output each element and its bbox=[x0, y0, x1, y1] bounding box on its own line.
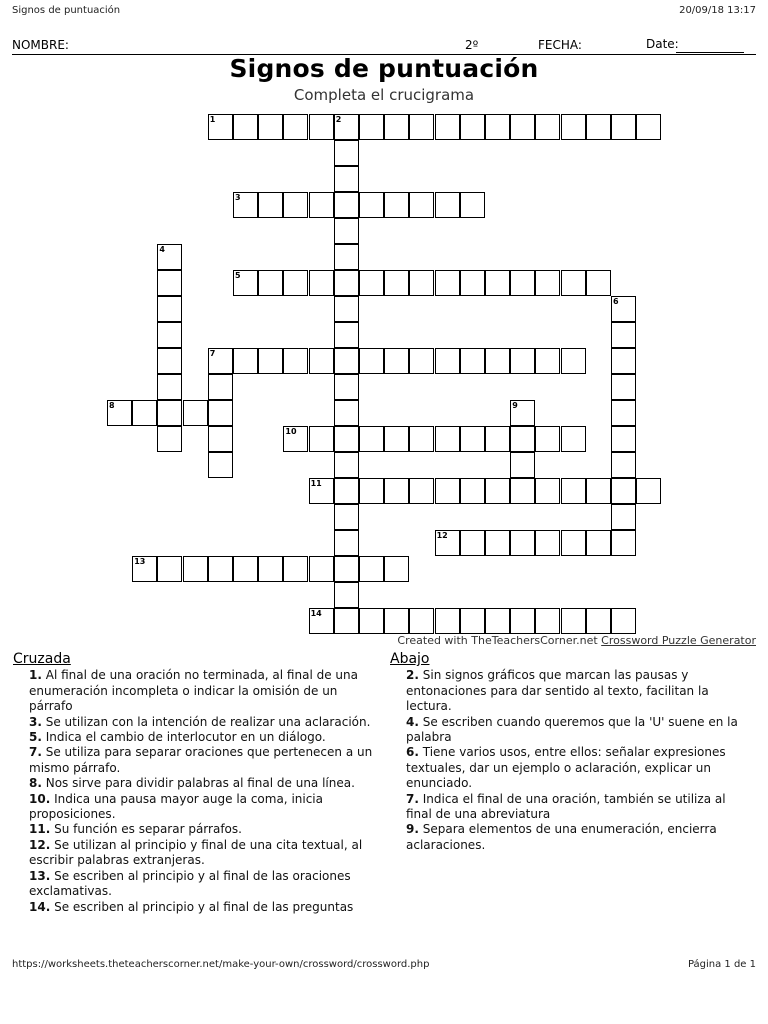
clue-number: 6. bbox=[406, 745, 419, 760]
crossword-cell[interactable] bbox=[460, 426, 485, 452]
crossword-cell[interactable] bbox=[409, 114, 434, 140]
clue-number: 8. bbox=[29, 776, 42, 791]
crossword-cell[interactable] bbox=[561, 426, 586, 452]
clue-text: Separa elementos de una enumeración, encierra aclaraciones. bbox=[406, 822, 717, 852]
crossword-cell[interactable] bbox=[183, 400, 208, 426]
clue-item bbox=[13, 715, 375, 730]
crossword-cell[interactable] bbox=[409, 478, 434, 504]
clue-text: Indica el final de una oración, también se utiliza al final de una abreviatura bbox=[406, 791, 726, 822]
fecha-label: FECHA: bbox=[538, 38, 582, 52]
crossword-cell[interactable] bbox=[334, 556, 359, 582]
clue-item bbox=[390, 792, 752, 823]
crossword-cell[interactable] bbox=[435, 426, 460, 452]
crossword-cell[interactable] bbox=[233, 114, 258, 140]
crossword-cell[interactable] bbox=[460, 114, 485, 140]
across-list bbox=[13, 668, 375, 915]
clue-number: 10. bbox=[29, 791, 51, 806]
crossword-cell[interactable] bbox=[384, 426, 409, 452]
clue-text: Se utilizan con la intención de realizar una aclaración. bbox=[41, 714, 371, 729]
down-heading: Abajo bbox=[390, 651, 430, 667]
clue-number: 11 bbox=[310, 479, 322, 488]
clue-number: 12. bbox=[29, 837, 51, 852]
crossword-cell[interactable] bbox=[208, 374, 233, 400]
crossword-cell[interactable] bbox=[561, 114, 586, 140]
crossword-cell[interactable] bbox=[309, 114, 334, 140]
crossword-cell[interactable] bbox=[384, 556, 409, 582]
clue-text: Indica el cambio de interlocutor en un diálogo. bbox=[41, 730, 326, 745]
crossword-cell[interactable] bbox=[535, 530, 560, 556]
clue-number: 5 bbox=[235, 271, 241, 280]
crossword-cell[interactable] bbox=[510, 114, 535, 140]
crossword-cell[interactable] bbox=[309, 270, 334, 296]
crossword-cell[interactable] bbox=[510, 270, 535, 296]
clue-number: 7. bbox=[406, 791, 419, 806]
crossword-cell[interactable] bbox=[258, 114, 283, 140]
crossword-cell[interactable] bbox=[535, 478, 560, 504]
crossword-cell[interactable] bbox=[309, 348, 334, 374]
clue-item bbox=[13, 668, 375, 714]
crossword-cell[interactable] bbox=[233, 270, 258, 296]
crossword-cell[interactable] bbox=[586, 608, 611, 634]
crossword-cell[interactable] bbox=[611, 426, 636, 452]
crossword-cell[interactable] bbox=[435, 114, 460, 140]
print-page-title: Signos de puntuación bbox=[12, 5, 121, 16]
crossword-cell[interactable] bbox=[485, 114, 510, 140]
crossword-cell[interactable] bbox=[359, 426, 384, 452]
crossword-cell[interactable] bbox=[283, 348, 308, 374]
crossword-cell[interactable] bbox=[485, 608, 510, 634]
crossword-cell[interactable] bbox=[384, 270, 409, 296]
clue-item bbox=[13, 745, 375, 776]
clue-item bbox=[390, 822, 752, 853]
crossword-cell[interactable] bbox=[334, 192, 359, 218]
clue-number: 11. bbox=[29, 822, 51, 837]
crossword-cell[interactable] bbox=[535, 348, 560, 374]
crossword-cell[interactable] bbox=[611, 504, 636, 530]
crossword-cell[interactable] bbox=[384, 348, 409, 374]
crossword-cell[interactable] bbox=[561, 608, 586, 634]
crossword-cell[interactable] bbox=[334, 504, 359, 530]
clue-text: Indica una pausa mayor auge la coma, inicia proposiciones. bbox=[29, 791, 323, 822]
crossword-cell[interactable] bbox=[460, 348, 485, 374]
crossword-cell[interactable] bbox=[334, 374, 359, 400]
crossword-cell[interactable] bbox=[586, 114, 611, 140]
crossword-cell[interactable] bbox=[208, 400, 233, 426]
crossword-cell[interactable] bbox=[208, 348, 233, 374]
crossword-cell[interactable] bbox=[283, 270, 308, 296]
crossword-cell[interactable] bbox=[157, 296, 182, 322]
crossword-cell[interactable] bbox=[384, 192, 409, 218]
crossword-cell[interactable] bbox=[283, 114, 308, 140]
clue-item bbox=[13, 869, 375, 900]
clue-text: Se escriben al principio y al final de las oraciones exclamativas. bbox=[29, 868, 351, 899]
clue-number: 1 bbox=[209, 115, 216, 124]
clue-number: 4 bbox=[159, 245, 165, 254]
crossword-cell[interactable] bbox=[359, 348, 384, 374]
clue-item bbox=[13, 838, 375, 869]
crossword-cell[interactable] bbox=[258, 348, 283, 374]
clue-number: 4. bbox=[406, 714, 419, 729]
credit-line bbox=[397, 634, 756, 647]
crossword-cell[interactable] bbox=[157, 322, 182, 348]
clue-number: 2. bbox=[406, 668, 419, 683]
crossword-cell[interactable] bbox=[435, 530, 460, 556]
crossword-cell[interactable] bbox=[334, 296, 359, 322]
crossword-cell[interactable] bbox=[334, 452, 359, 478]
crossword-cell[interactable] bbox=[561, 530, 586, 556]
crossword-cell[interactable] bbox=[258, 192, 283, 218]
crossword-cell[interactable] bbox=[636, 478, 661, 504]
clue-text: Se utiliza para separar oraciones que pertenecen a un mismo párrafo. bbox=[29, 745, 373, 775]
crossword-cell[interactable] bbox=[309, 426, 334, 452]
across-clues bbox=[13, 652, 375, 915]
crossword-cell[interactable] bbox=[157, 556, 182, 582]
crossword-cell[interactable] bbox=[107, 400, 132, 426]
crossword-cell[interactable] bbox=[611, 114, 636, 140]
clue-number: 8 bbox=[109, 401, 115, 410]
clue-text: Su función es separar párrafos. bbox=[50, 822, 242, 837]
footer-page: Página 1 de 1 bbox=[687, 959, 756, 970]
crossword-cell[interactable] bbox=[359, 270, 384, 296]
clue-text: Tiene varios usos, entre ellos: señalar expresiones textuales, dar un ejemplo o aclaración, explicar un enunciado. bbox=[406, 745, 726, 791]
crossword-cell[interactable] bbox=[309, 192, 334, 218]
crossword-cell[interactable] bbox=[334, 322, 359, 348]
crossword-cell[interactable] bbox=[233, 348, 258, 374]
crossword-cell[interactable] bbox=[384, 608, 409, 634]
clue-item bbox=[13, 822, 375, 837]
crossword-cell[interactable] bbox=[586, 478, 611, 504]
crossword-cell[interactable] bbox=[157, 426, 182, 452]
crossword-cell[interactable] bbox=[510, 348, 535, 374]
clue-number: 7. bbox=[29, 745, 42, 760]
crossword-cell[interactable] bbox=[510, 452, 535, 478]
crossword-cell[interactable] bbox=[283, 556, 308, 582]
crossword-cell[interactable] bbox=[485, 530, 510, 556]
crossword-cell[interactable] bbox=[460, 192, 485, 218]
clue-number: 10 bbox=[285, 427, 297, 436]
crossword-cell[interactable] bbox=[233, 556, 258, 582]
clue-item bbox=[13, 792, 375, 823]
crossword-cell[interactable] bbox=[510, 478, 535, 504]
generator-link[interactable]: Crossword Puzzle Generator bbox=[601, 634, 756, 647]
clue-number: 13. bbox=[29, 868, 51, 883]
down-clues bbox=[390, 652, 752, 853]
crossword-cell[interactable] bbox=[510, 426, 535, 452]
crossword-cell[interactable] bbox=[435, 478, 460, 504]
crossword-cell[interactable] bbox=[611, 452, 636, 478]
clue-number: 9. bbox=[406, 822, 419, 837]
crossword-cell[interactable] bbox=[157, 270, 182, 296]
crossword-cell[interactable] bbox=[334, 114, 359, 140]
clue-item bbox=[13, 776, 375, 791]
crossword-cell[interactable] bbox=[535, 426, 560, 452]
clue-text: Se escriben al principio y al final de las preguntas bbox=[50, 899, 354, 914]
crossword-cell[interactable] bbox=[384, 478, 409, 504]
crossword-cell[interactable] bbox=[359, 478, 384, 504]
crossword-cell[interactable] bbox=[283, 426, 308, 452]
crossword-cell[interactable] bbox=[485, 348, 510, 374]
clue-number: 5. bbox=[29, 730, 42, 745]
crossword-cell[interactable] bbox=[409, 426, 434, 452]
crossword-cell[interactable] bbox=[157, 374, 182, 400]
crossword-cell[interactable] bbox=[409, 608, 434, 634]
down-list bbox=[390, 668, 752, 853]
crossword-cell[interactable] bbox=[460, 270, 485, 296]
clue-number: 7 bbox=[209, 349, 216, 358]
crossword-cell[interactable] bbox=[359, 192, 384, 218]
crossword-cell[interactable] bbox=[359, 114, 384, 140]
puzzle-subtitle: Completa el crucigrama bbox=[293, 86, 475, 104]
crossword-cell[interactable] bbox=[384, 114, 409, 140]
crossword-cell[interactable] bbox=[611, 530, 636, 556]
crossword-cell[interactable] bbox=[334, 530, 359, 556]
crossword-cell[interactable] bbox=[535, 270, 560, 296]
crossword-cell[interactable] bbox=[132, 400, 157, 426]
crossword-cell[interactable] bbox=[485, 478, 510, 504]
crossword-cell[interactable] bbox=[561, 478, 586, 504]
crossword-cell[interactable] bbox=[334, 582, 359, 608]
crossword-cell[interactable] bbox=[586, 270, 611, 296]
crossword-cell[interactable] bbox=[409, 270, 434, 296]
clue-number: 6 bbox=[613, 297, 619, 306]
footer-url: https://worksheets.theteacherscorner.net/make-your-own/crossword/crossword.php bbox=[12, 959, 430, 970]
crossword-cell[interactable] bbox=[334, 218, 359, 244]
crossword-cell[interactable] bbox=[334, 270, 359, 296]
crossword-cell[interactable] bbox=[611, 348, 636, 374]
crossword-cell[interactable] bbox=[208, 426, 233, 452]
crossword-cell[interactable] bbox=[435, 608, 460, 634]
crossword-cell[interactable] bbox=[561, 348, 586, 374]
crossword-cell[interactable] bbox=[561, 270, 586, 296]
crossword-cell[interactable] bbox=[460, 608, 485, 634]
clue-number: 2 bbox=[335, 115, 342, 124]
clue-item bbox=[390, 745, 752, 791]
clue-number: 14 bbox=[310, 609, 322, 618]
clue-text: Nos sirve para dividir palabras al final de una línea. bbox=[41, 776, 355, 791]
crossword-cell[interactable] bbox=[309, 478, 334, 504]
crossword-cell[interactable] bbox=[208, 556, 233, 582]
clue-number: 13 bbox=[134, 557, 146, 566]
crossword-cell[interactable] bbox=[334, 244, 359, 270]
crossword-cell[interactable] bbox=[309, 608, 334, 634]
crossword-cell[interactable] bbox=[636, 114, 661, 140]
crossword-cell[interactable] bbox=[208, 452, 233, 478]
crossword-cell[interactable] bbox=[611, 478, 636, 504]
crossword-cell[interactable] bbox=[535, 114, 560, 140]
crossword-cell[interactable] bbox=[157, 244, 182, 270]
crossword-cell[interactable] bbox=[510, 400, 535, 426]
crossword-cell[interactable] bbox=[334, 166, 359, 192]
crossword-cell[interactable] bbox=[359, 608, 384, 634]
across-heading: Cruzada bbox=[13, 651, 71, 667]
crossword-cell[interactable] bbox=[611, 400, 636, 426]
clue-text: Sin signos gráficos que marcan las pausas y entonaciones para dar sentido al texto, facilitan la lectura. bbox=[406, 668, 709, 714]
date-label: Date: bbox=[646, 37, 679, 51]
crossword-cell[interactable] bbox=[334, 608, 359, 634]
clue-number: 12 bbox=[436, 531, 448, 540]
clue-text: Al final de una oración no terminada, al final de una enumeración incompleta o indicar la omisión de un párrafo bbox=[29, 668, 358, 714]
name-label: NOMBRE: bbox=[12, 38, 69, 52]
crossword-cell[interactable] bbox=[409, 192, 434, 218]
crossword-cell[interactable] bbox=[460, 530, 485, 556]
crossword-cell[interactable] bbox=[435, 192, 460, 218]
crossword-cell[interactable] bbox=[132, 556, 157, 582]
clue-item bbox=[13, 730, 375, 745]
clue-number: 1. bbox=[29, 668, 42, 683]
clue-item bbox=[390, 668, 752, 714]
crossword-cell[interactable] bbox=[485, 426, 510, 452]
crossword-cell[interactable] bbox=[435, 270, 460, 296]
clue-number: 14. bbox=[29, 899, 51, 914]
clue-text: Se escriben cuando queremos que la 'U' suene en la palabra bbox=[406, 714, 738, 745]
grade-text: 2º bbox=[465, 38, 479, 52]
credit-prefix: Created with TheTeachersCorner.net bbox=[397, 634, 598, 647]
crossword-cell[interactable] bbox=[157, 348, 182, 374]
clue-item bbox=[13, 900, 375, 915]
clue-item bbox=[390, 715, 752, 746]
crossword-cell[interactable] bbox=[611, 322, 636, 348]
crossword-cell[interactable] bbox=[334, 348, 359, 374]
crossword-cell[interactable] bbox=[611, 608, 636, 634]
crossword-cell[interactable] bbox=[611, 296, 636, 322]
crossword-cell[interactable] bbox=[435, 348, 460, 374]
clue-text: Se utilizan al principio y final de una cita textual, al escribir palabras extranjeras. bbox=[29, 837, 363, 868]
crossword-cell[interactable] bbox=[233, 192, 258, 218]
crossword-cell[interactable] bbox=[334, 400, 359, 426]
clue-number: 9 bbox=[512, 401, 518, 410]
crossword-cell[interactable] bbox=[334, 426, 359, 452]
crossword-cell[interactable] bbox=[183, 556, 208, 582]
crossword-cell[interactable] bbox=[258, 556, 283, 582]
clue-number: 3 bbox=[235, 193, 241, 202]
crossword-cell[interactable] bbox=[334, 140, 359, 166]
crossword-cell[interactable] bbox=[535, 608, 560, 634]
crossword-cell[interactable] bbox=[334, 478, 359, 504]
crossword-cell[interactable] bbox=[460, 478, 485, 504]
crossword-cell[interactable] bbox=[485, 270, 510, 296]
crossword-cell[interactable] bbox=[157, 400, 182, 426]
crossword-cell[interactable] bbox=[611, 374, 636, 400]
crossword-cell[interactable] bbox=[283, 192, 308, 218]
crossword-cell[interactable] bbox=[258, 270, 283, 296]
crossword-cell[interactable] bbox=[359, 556, 384, 582]
print-datetime: 20/09/18 13:17 bbox=[679, 5, 756, 16]
crossword-cell[interactable] bbox=[409, 348, 434, 374]
clue-number: 3. bbox=[29, 714, 42, 729]
crossword-cell[interactable] bbox=[510, 608, 535, 634]
puzzle-title: Signos de puntuación bbox=[229, 54, 539, 83]
crossword-cell[interactable] bbox=[510, 530, 535, 556]
crossword-cell[interactable] bbox=[586, 530, 611, 556]
crossword-cell[interactable] bbox=[309, 556, 334, 582]
crossword-cell[interactable] bbox=[208, 114, 233, 140]
